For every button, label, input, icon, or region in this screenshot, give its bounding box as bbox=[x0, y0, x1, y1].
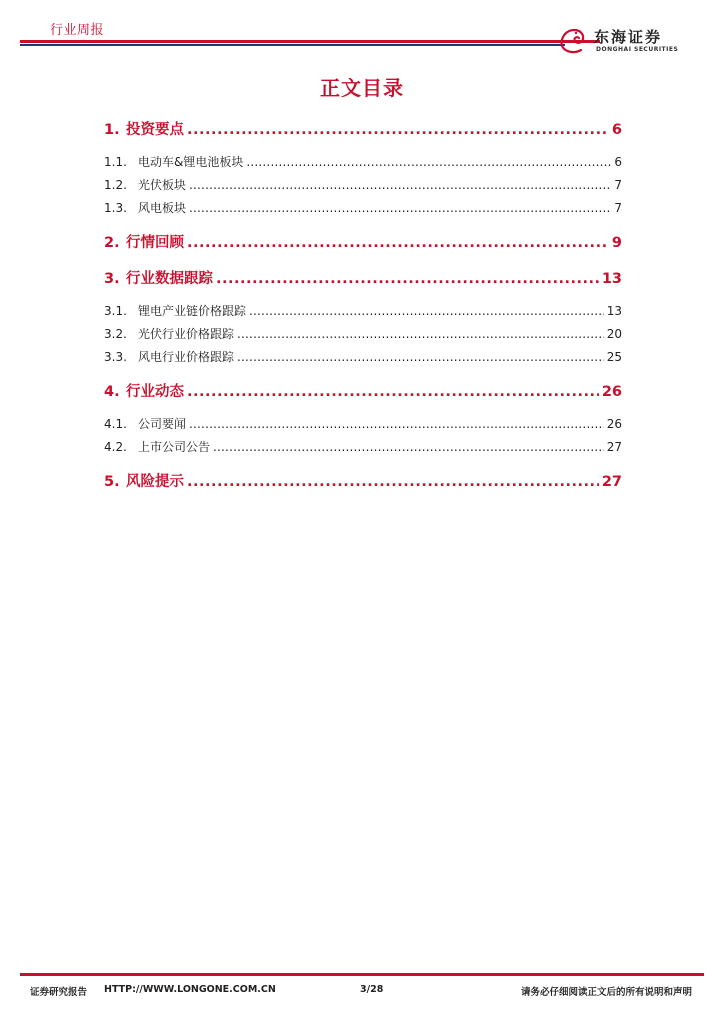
toc-entry-title: 投资要点 bbox=[126, 122, 184, 138]
toc-entry-title: 锂电产业链价格跟踪 bbox=[138, 304, 247, 318]
toc-entry-page: 6 bbox=[614, 155, 622, 169]
toc-entry-4-2[interactable] bbox=[104, 438, 622, 458]
toc-leader-dots bbox=[187, 384, 599, 400]
toc-entry-number: 4. bbox=[104, 384, 120, 400]
toc-entry-title: 行业动态 bbox=[126, 384, 184, 400]
toc-leader-dots bbox=[237, 350, 604, 364]
footer-disclaimer: 请务必仔细阅读正文后的所有说明和声明 bbox=[521, 987, 693, 998]
toc-entry-number: 1.2. bbox=[104, 178, 127, 192]
toc-entry-4[interactable] bbox=[104, 380, 622, 404]
dragon-logo-icon bbox=[556, 24, 590, 58]
toc-entry-3-1[interactable] bbox=[104, 302, 622, 322]
footer-website-link[interactable]: HTTP://WWW.LONGONE.COM.CN bbox=[104, 984, 276, 995]
toc-entry-1-3[interactable] bbox=[104, 199, 622, 219]
toc-entry-page: 9 bbox=[611, 235, 622, 251]
toc-leader-dots bbox=[189, 178, 611, 192]
toc-entry-page: 27 bbox=[601, 474, 622, 490]
toc-entry-title: 上市公司公告 bbox=[138, 440, 211, 454]
footer-report-type: 证券研究报告 bbox=[30, 987, 88, 998]
toc-leader-dots bbox=[189, 201, 611, 215]
toc-entry-number: 3.1. bbox=[104, 304, 127, 318]
toc-entry-number: 1. bbox=[104, 122, 120, 138]
logo-chinese-name: 东海证券 bbox=[594, 28, 663, 46]
toc-entry-page: 7 bbox=[614, 201, 622, 215]
toc-entry-page: 26 bbox=[606, 417, 622, 431]
header-rule-navy bbox=[20, 44, 565, 46]
toc-leader-dots bbox=[187, 235, 609, 251]
toc-entry-page: 25 bbox=[606, 350, 622, 364]
footer-page-number: 3/28 bbox=[360, 984, 384, 995]
toc-entry-number: 1.1. bbox=[104, 155, 127, 169]
toc-entry-page: 20 bbox=[606, 327, 622, 341]
toc-entry-page: 6 bbox=[611, 122, 622, 138]
toc-leader-dots bbox=[189, 417, 604, 431]
toc-entry-number: 4.2. bbox=[104, 440, 127, 454]
toc-entry-title: 行情回顾 bbox=[126, 235, 184, 251]
table-of-contents bbox=[104, 114, 622, 494]
toc-entry-number: 5. bbox=[104, 474, 120, 490]
toc-entry-number: 3.2. bbox=[104, 327, 127, 341]
header-rule-red bbox=[20, 40, 600, 43]
toc-entry-title: 风电行业价格跟踪 bbox=[138, 350, 235, 364]
toc-entry-page: 26 bbox=[601, 384, 622, 400]
toc-entry-title: 风电板块 bbox=[138, 201, 187, 215]
toc-entry-number: 2. bbox=[104, 235, 120, 251]
toc-entry-3-3[interactable] bbox=[104, 348, 622, 368]
toc-entry-1-1[interactable] bbox=[104, 153, 622, 173]
toc-entry-number: 3. bbox=[104, 271, 120, 287]
toc-leader-dots bbox=[216, 271, 599, 287]
toc-entry-1[interactable] bbox=[104, 118, 622, 142]
toc-leader-dots bbox=[249, 304, 604, 318]
toc-entry-title: 行业数据跟踪 bbox=[126, 271, 213, 287]
toc-entry-4-1[interactable] bbox=[104, 415, 622, 435]
toc-entry-page: 13 bbox=[606, 304, 622, 318]
toc-entry-5[interactable] bbox=[104, 470, 622, 494]
toc-entry-title: 电动车&锂电池板块 bbox=[138, 155, 244, 169]
logo-english-name: DONGHAI SECURITIES bbox=[596, 46, 679, 53]
toc-entry-number: 1.3. bbox=[104, 201, 127, 215]
company-logo bbox=[556, 24, 716, 58]
footer-rule bbox=[20, 973, 704, 976]
toc-leader-dots bbox=[246, 155, 611, 169]
report-type-tag: 行业周报 bbox=[50, 23, 105, 38]
toc-entry-2[interactable] bbox=[104, 231, 622, 255]
toc-entry-page: 27 bbox=[606, 440, 622, 454]
toc-leader-dots bbox=[187, 122, 609, 138]
toc-entry-page: 13 bbox=[601, 271, 622, 287]
toc-entry-number: 3.3. bbox=[104, 350, 127, 364]
toc-leader-dots bbox=[237, 327, 604, 341]
page-title: 正文目录 bbox=[320, 76, 404, 100]
toc-entry-3[interactable] bbox=[104, 267, 622, 291]
toc-entry-3-2[interactable] bbox=[104, 325, 622, 345]
toc-leader-dots bbox=[187, 474, 599, 490]
toc-entry-number: 4.1. bbox=[104, 417, 127, 431]
toc-leader-dots bbox=[213, 440, 604, 454]
toc-entry-page: 7 bbox=[614, 178, 622, 192]
toc-entry-title: 光伏行业价格跟踪 bbox=[138, 327, 235, 341]
toc-entry-title: 光伏板块 bbox=[138, 178, 187, 192]
toc-entry-title: 风险提示 bbox=[126, 474, 184, 490]
toc-entry-1-2[interactable] bbox=[104, 176, 622, 196]
toc-entry-title: 公司要闻 bbox=[138, 417, 187, 431]
